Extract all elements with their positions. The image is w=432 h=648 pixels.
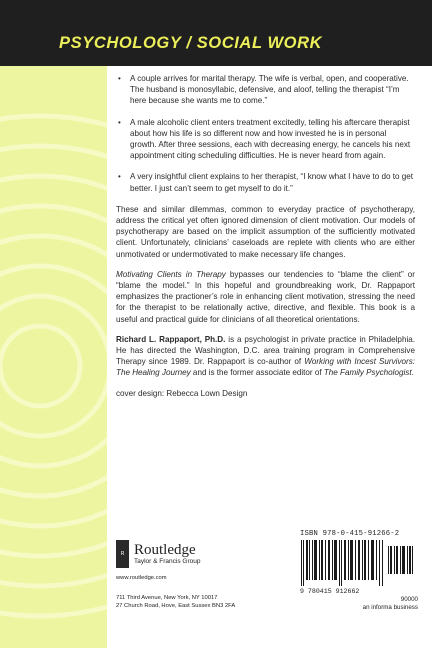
subject-banner: PSYCHOLOGY / SOCIAL WORK xyxy=(59,34,323,52)
intro-paragraph: These and similar dilemmas, common to everyday practice of psychotherapy, address the critical yet often ignored dimension of client motivation. Our models of psychotherapy are based on the implicit assumption of the sufficiently motivated client. Unfortunately, clinicians’ caseloads are replete with clients who are either unmotivated or undermotivated to make necessary life changes. xyxy=(116,204,415,259)
publisher-block xyxy=(116,540,276,610)
case-example xyxy=(116,73,415,107)
coauthored-book-title: Working with Incest Survivors: The Healing Journey xyxy=(116,357,415,378)
bullet-icon: • xyxy=(118,117,121,127)
summary-text: bypasses our tendencies to “blame the client” or “blame the model.” In this hopeful and groundbreaking work, Dr. Rappaport emphasizes the practioner’s role in enhancing client motivation, stressing the need for the therapist to be relationally active, directive, and flexible. This book is a useful and practical guide for clinicians of all theoretical orientations. xyxy=(116,269,415,324)
bullet-icon: • xyxy=(118,172,121,182)
informa-tagline: an informa business xyxy=(362,604,418,611)
publisher-name: Routledge xyxy=(134,541,196,558)
top-dark-band xyxy=(0,0,432,66)
journal-title: The Family Psychologist xyxy=(323,368,412,378)
routledge-mark-icon: R xyxy=(116,540,129,568)
publisher-url: www.routledge.com xyxy=(116,575,167,581)
case-example xyxy=(116,117,415,162)
case-example-text: A very insightful client explains to her therapist, “I know what I have to do to get better. I just can’t seem to get myself to do it.” xyxy=(130,172,413,193)
isbn-barcode-block xyxy=(300,530,418,611)
bio-text: and is the former associate editor of xyxy=(190,368,324,378)
bio-text: . xyxy=(411,368,414,378)
bio-text: is a psychologist in private practice in Philadelphia. He has directed the Washington, D.C. area training program in Comprehensive Therapy since 1989. Dr. Rappaport is co-author of xyxy=(116,334,415,367)
author-bio xyxy=(116,334,415,379)
price-barcode-icon xyxy=(388,540,414,574)
publisher-address-us: 711 Third Avenue, New York, NY 10017 xyxy=(116,595,218,601)
ean-number: 9 780415 912662 xyxy=(300,588,360,595)
ean-barcode-icon xyxy=(300,540,384,586)
book-title: Motivating Clients in Therapy xyxy=(116,269,226,279)
bullet-icon: • xyxy=(118,74,121,83)
cover-credit: cover design: Rebecca Lown Design xyxy=(116,388,248,398)
author-name: Richard L. Rappaport, Ph.D. xyxy=(116,334,226,344)
case-example-text: A male alcoholic client enters treatment excitedly, telling his aftercare therapist about how his life is so different now and how invested he is in personal growth. After three sessions, each with decreasing energy, he cancels his next appointment citing scheduling difficulties. He is never heard from again. xyxy=(130,117,411,161)
price-code: 90000 xyxy=(400,596,418,603)
publisher-address-uk: 27 Church Road, Hove, East Sussex BN3 2FA xyxy=(116,603,236,609)
case-example xyxy=(116,171,415,193)
isbn-label: ISBN 978-0-415-91266-2 xyxy=(300,530,400,538)
publisher-logo xyxy=(116,540,276,568)
case-example-text: A couple arrives for marital therapy. The wife is verbal, open, and cooperative. The husband is monosyllabic, defensive, and aloof, telling the therapist “I’m here because she wants me to come.” xyxy=(130,74,409,106)
book-summary-paragraph xyxy=(116,269,415,325)
publisher-group: Taylor & Francis Group xyxy=(134,557,201,565)
blurb-content xyxy=(116,73,415,408)
barcode-row xyxy=(300,540,418,586)
